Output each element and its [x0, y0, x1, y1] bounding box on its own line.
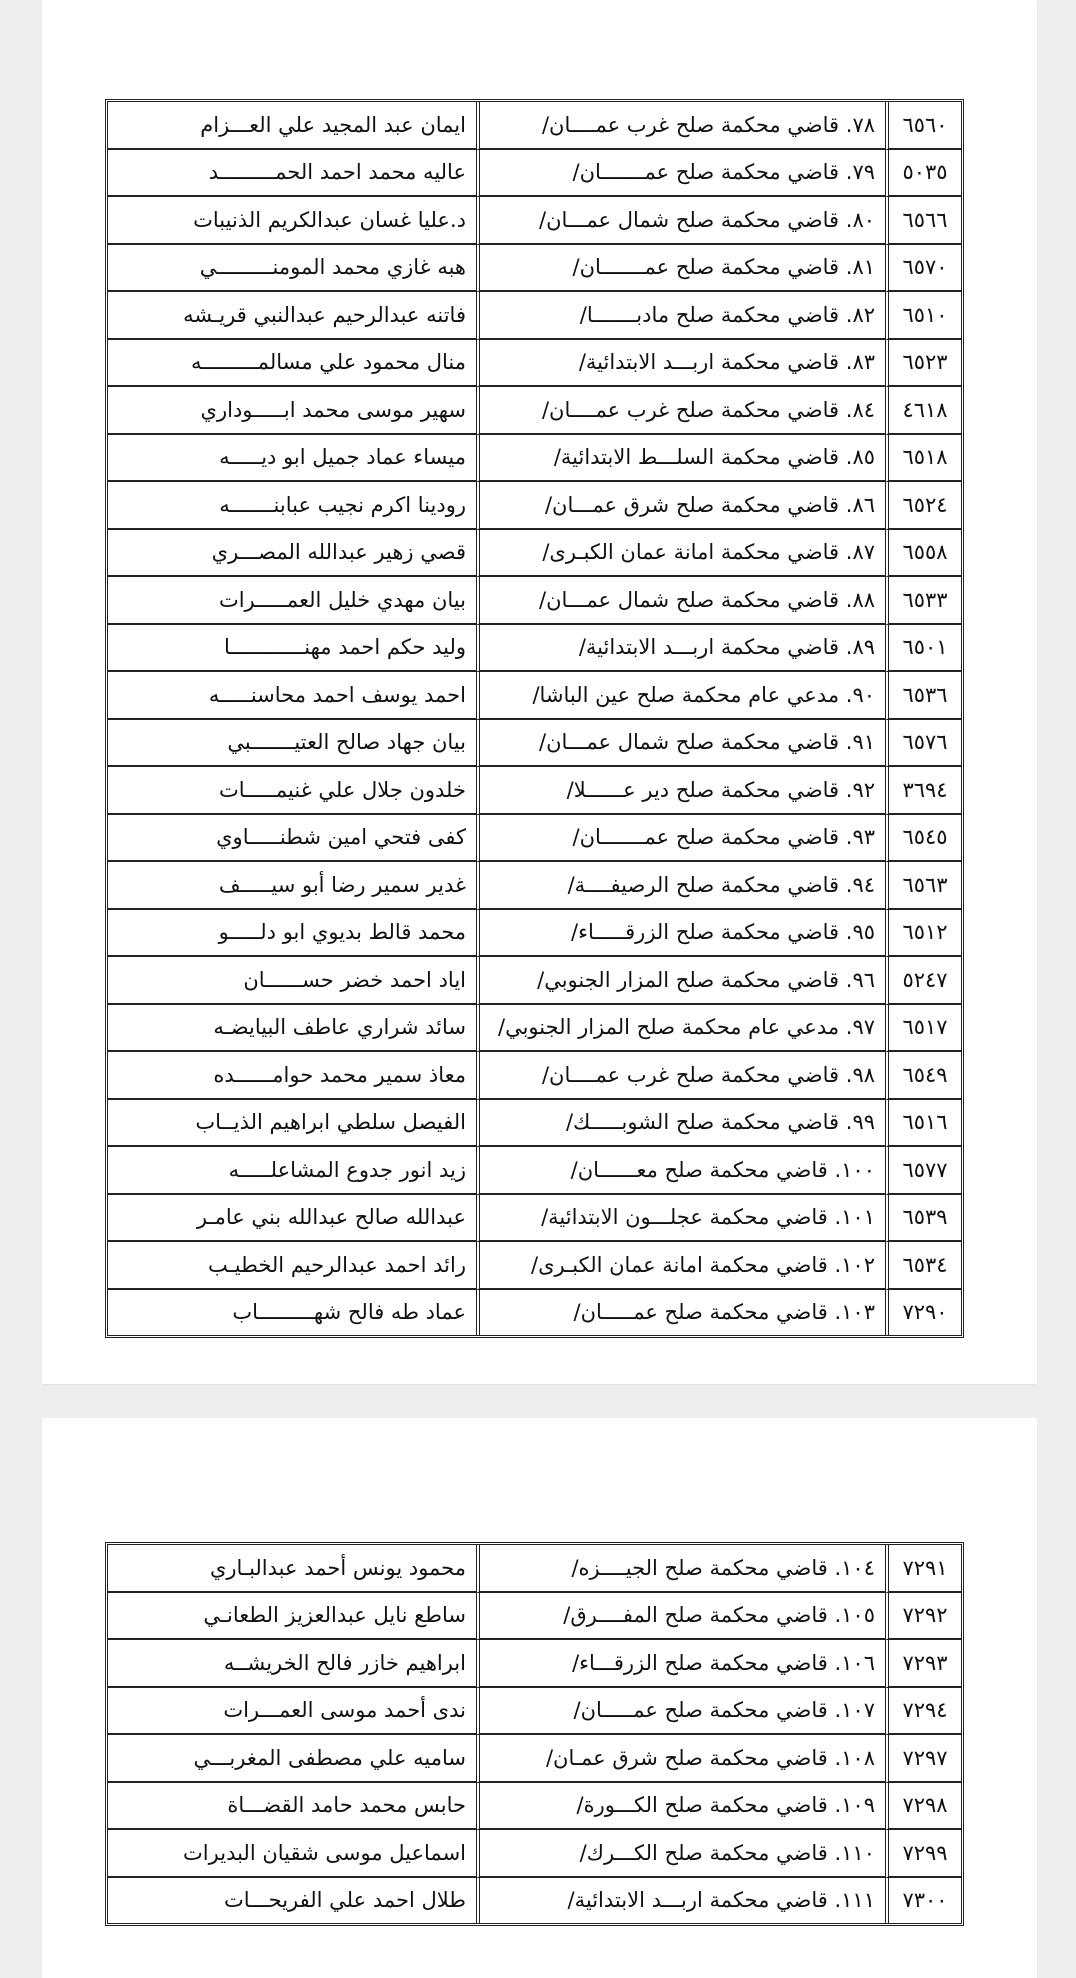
position-cell: ٨٦. قاضي محكمة صلح شرق عمـــان/ [476, 482, 885, 530]
id-number-cell: ٦٥٠١ [885, 625, 961, 673]
id-number-cell: ٦٥١٨ [885, 435, 961, 483]
name-cell: رائد احمد عبدالرحيم الخطيـب [108, 1242, 476, 1290]
position-cell: ٩٠. مدعي عام محكمة صلح عين الباشا/ [476, 672, 885, 720]
appointments-table-1 [105, 99, 964, 1338]
id-number-cell: ٦٥٢٤ [885, 482, 961, 530]
name-cell: اياد احمد خضر حســــــان [108, 957, 476, 1005]
table-row [108, 1147, 961, 1195]
name-cell: معاذ سمير محمد حوامــــــده [108, 1052, 476, 1100]
name-cell: محمد قالط بديوي ابو دلـــــو [108, 910, 476, 958]
id-number-cell: ٦٥٧٦ [885, 720, 961, 768]
name-cell: خلدون جلال علي غنيمـــــات [108, 767, 476, 815]
name-cell: حابس محمد حامد القضـــاة [108, 1783, 476, 1831]
table-row [108, 1878, 961, 1924]
id-number-cell: ٧٢٩٤ [885, 1688, 961, 1736]
position-cell: ١٠١. قاضي محكمة عجلـــون الابتدائية/ [476, 1195, 885, 1243]
id-number-cell: ٧٢٩٩ [885, 1830, 961, 1878]
table-row [108, 1593, 961, 1641]
id-number-cell: ٧٢٩٧ [885, 1735, 961, 1783]
position-cell: ٨١. قاضي محكمة صلح عمـــــــان/ [476, 245, 885, 293]
name-cell: غدير سمير رضا أبو سيـــــف [108, 862, 476, 910]
name-cell: بيان مهدي خليل العمـــــرات [108, 577, 476, 625]
position-cell: ١١٠. قاضي محكمة صلح الكـــرك/ [476, 1830, 885, 1878]
position-cell: ٩٢. قاضي محكمة صلح دير عــــــلا/ [476, 767, 885, 815]
table-row [108, 1545, 961, 1593]
id-number-cell: ٦٥٢٣ [885, 340, 961, 388]
table-row [108, 435, 961, 483]
position-cell: ٨٧. قاضي محكمة امانة عمان الكبـرى/ [476, 530, 885, 578]
position-cell: ١٠٣. قاضي محكمة صلح عمـــــان/ [476, 1290, 885, 1336]
position-cell: ٩٩. قاضي محكمة صلح الشوبـــــك/ [476, 1100, 885, 1148]
table-row [108, 340, 961, 388]
name-cell: احمد يوسف احمد محاسنـــــه [108, 672, 476, 720]
name-cell: قصي زهير عبدالله المصـــري [108, 530, 476, 578]
id-number-cell: ٦٥١٧ [885, 1005, 961, 1053]
position-cell: ١٠٢. قاضي محكمة امانة عمان الكبـرى/ [476, 1242, 885, 1290]
id-number-cell: ٤٦١٨ [885, 387, 961, 435]
table-row [108, 530, 961, 578]
position-cell: ٨٣. قاضي محكمة اربـــد الابتدائية/ [476, 340, 885, 388]
table-row [108, 1195, 961, 1243]
table-row [108, 625, 961, 673]
id-number-cell: ٣٦٩٤ [885, 767, 961, 815]
name-cell: ندى أحمد موسى العمـــرات [108, 1688, 476, 1736]
position-cell: ١٠٤. قاضي محكمة صلح الجيــــزه/ [476, 1545, 885, 1593]
position-cell: ٨٠. قاضي محكمة صلح شمال عمـــان/ [476, 197, 885, 245]
position-cell: ٧٩. قاضي محكمة صلح عمـــــــان/ [476, 150, 885, 198]
position-cell: ٨٩. قاضي محكمة اربـــد الابتدائية/ [476, 625, 885, 673]
table-row [108, 672, 961, 720]
id-number-cell: ٦٥٤٩ [885, 1052, 961, 1100]
table-row [108, 1005, 961, 1053]
table-row [108, 292, 961, 340]
table-row [108, 150, 961, 198]
position-cell: ٩٤. قاضي محكمة صلح الرصيفــــة/ [476, 862, 885, 910]
table-row [108, 1640, 961, 1688]
name-cell: محمود يونس أحمد عبدالبـاري [108, 1545, 476, 1593]
name-cell: الفيصل سلطي ابراهيم الذيــاب [108, 1100, 476, 1148]
id-number-cell: ٦٥٣٩ [885, 1195, 961, 1243]
position-cell: ٨٢. قاضي محكمة صلح مادبـــــــا/ [476, 292, 885, 340]
table-row [108, 1242, 961, 1290]
name-cell: هبه غازي محمد المومنـــــــــي [108, 245, 476, 293]
id-number-cell: ٧٢٩١ [885, 1545, 961, 1593]
id-number-cell: ٧٢٩٢ [885, 1593, 961, 1641]
id-number-cell: ٦٥٣٤ [885, 1242, 961, 1290]
appointments-table-2 [105, 1542, 964, 1926]
id-number-cell: ٦٥٤٥ [885, 815, 961, 863]
position-cell: ٩٦. قاضي محكمة صلح المزار الجنوبي/ [476, 957, 885, 1005]
name-cell: ساميه علي مصطفى المغربـــي [108, 1735, 476, 1783]
name-cell: سائد شراري عاطف البيايضـه [108, 1005, 476, 1053]
id-number-cell: ٦٥٦٦ [885, 197, 961, 245]
name-cell: سهير موسى محمد ابـــــوداري [108, 387, 476, 435]
table-row [108, 767, 961, 815]
table-row [108, 1783, 961, 1831]
name-cell: ايمان عبد المجيد علي العـــزام [108, 102, 476, 150]
position-cell: ٩٣. قاضي محكمة صلح عمـــــــان/ [476, 815, 885, 863]
name-cell: عبدالله صالح عبدالله بني عامـر [108, 1195, 476, 1243]
id-number-cell: ٧٣٠٠ [885, 1878, 961, 1924]
name-cell: بيان جهاد صالح العتيـــــــبي [108, 720, 476, 768]
name-cell: عماد طه فالح شهـــــــــاب [232, 1300, 466, 1325]
name-cell: كفى فتحي امين شطنـــــاوي [108, 815, 476, 863]
table-row [108, 1688, 961, 1736]
table-row [108, 482, 961, 530]
id-number-cell: ٥٠٣٥ [885, 150, 961, 198]
name-cell: منال محمود علي مسالمـــــــــه [108, 340, 476, 388]
position-cell: ٩٥. قاضي محكمة صلح الزرقـــــاء/ [476, 910, 885, 958]
position-cell: ٨٥. قاضي محكمة السلـــط الابتدائية/ [476, 435, 885, 483]
name-cell: ميساء عماد جميل ابو ديـــــه [108, 435, 476, 483]
position-cell: ١٠٩. قاضي محكمة صلح الكـــورة/ [476, 1783, 885, 1831]
id-number-cell: ٧٢٩٣ [885, 1640, 961, 1688]
id-number-cell: ٦٥٦٠ [885, 102, 961, 150]
table-row [108, 1052, 961, 1100]
table-row [108, 1290, 961, 1336]
id-number-cell: ٦٥٥٨ [885, 530, 961, 578]
table-row [108, 862, 961, 910]
name-cell: فاتنه عبدالرحيم عبدالنبي قريـشه [108, 292, 476, 340]
document-page-1 [42, 0, 1037, 1384]
table-row [108, 1830, 961, 1878]
name-cell: وليد حكم احمد مهنــــــــــــا [108, 625, 476, 673]
id-number-cell: ٦٥١٠ [885, 292, 961, 340]
position-cell: ٨٨. قاضي محكمة صلح شمال عمـــان/ [476, 577, 885, 625]
name-cell: اسماعيل موسى شقيان البديرات [108, 1830, 476, 1878]
table-row [108, 387, 961, 435]
document-page-2 [42, 1418, 1037, 1978]
name-cell: د.عليا غسان عبدالكريم الذنيبات [108, 197, 476, 245]
position-cell: ٩٧. مدعي عام محكمة صلح المزار الجنوبي/ [476, 1005, 885, 1053]
name-cell: عاليه محمد احمد الحمـــــــــد [108, 150, 476, 198]
table-row [108, 910, 961, 958]
id-number-cell: ٦٥١٦ [885, 1100, 961, 1148]
id-number-cell: ٥٢٤٧ [885, 957, 961, 1005]
id-number-cell: ٧٢٩٠ [885, 1290, 961, 1336]
id-number-cell: ٦٥٣٣ [885, 577, 961, 625]
id-number-cell: ٦٥٦٣ [885, 862, 961, 910]
table-row [108, 245, 961, 293]
name-cell: ساطع نايل عبدالعزيز الطعانـي [108, 1593, 476, 1641]
id-number-cell: ٦٥٧٧ [885, 1147, 961, 1195]
table-row [108, 1735, 961, 1783]
position-cell: ١٠٠. قاضي محكمة صلح معــــــان/ [476, 1147, 885, 1195]
position-cell: ١٠٦. قاضي محكمة صلح الزرقـــاء/ [476, 1640, 885, 1688]
table-row [108, 1100, 961, 1148]
id-number-cell: ٦٥٧٠ [885, 245, 961, 293]
position-cell: ١٠٨. قاضي محكمة صلح شرق عمـان/ [476, 1735, 885, 1783]
table-row [108, 815, 961, 863]
position-cell: ٧٨. قاضي محكمة صلح غرب عمــــان/ [476, 102, 885, 150]
position-cell: ٩١. قاضي محكمة صلح شمال عمـــان/ [476, 720, 885, 768]
table-row [108, 957, 961, 1005]
table-row [108, 197, 961, 245]
name-cell: ابراهيم خازر فالح الخريشــه [108, 1640, 476, 1688]
name-cell: رودينا اكرم نجيب عبابنـــــــه [108, 482, 476, 530]
table-row [108, 720, 961, 768]
table-row [108, 102, 961, 150]
position-cell: ٨٤. قاضي محكمة صلح غرب عمــــان/ [476, 387, 885, 435]
position-cell: ١١١. قاضي محكمة اربـــد الابتدائية/ [476, 1878, 885, 1924]
id-number-cell: ٧٢٩٨ [885, 1783, 961, 1831]
table-row [108, 577, 961, 625]
name-cell: زيد انور جدوع المشاعلـــــه [108, 1147, 476, 1195]
id-number-cell: ٦٥١٢ [885, 910, 961, 958]
id-number-cell: ٦٥٣٦ [885, 672, 961, 720]
position-cell: ١٠٥. قاضي محكمة صلح المفــــرق/ [476, 1593, 885, 1641]
position-cell: ٩٨. قاضي محكمة صلح غرب عمــــان/ [476, 1052, 885, 1100]
name-cell: طلال احمد علي الفريحـــات [224, 1888, 466, 1913]
position-cell: ١٠٧. قاضي محكمة صلح عمـــــان/ [476, 1688, 885, 1736]
